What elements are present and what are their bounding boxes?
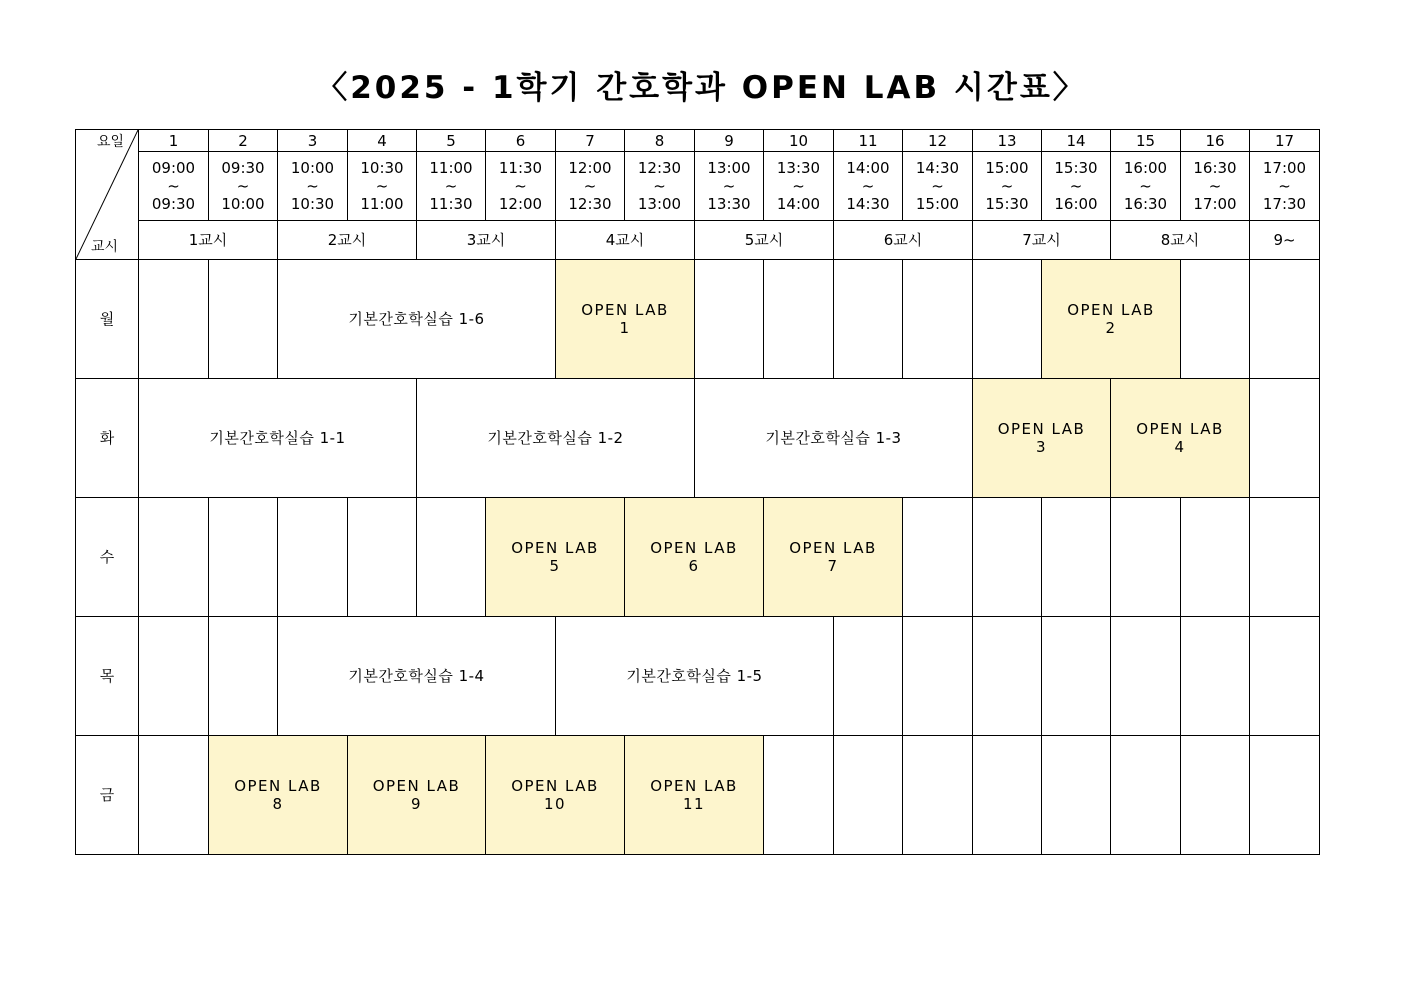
class-block: 기본간호학실습 1-6: [278, 260, 556, 379]
slot-number: 4: [348, 130, 417, 152]
corner-label-period: 교시: [91, 239, 119, 255]
open-lab-block: [625, 736, 764, 855]
slot-number: 10: [764, 130, 834, 152]
open-lab-number: 9: [410, 795, 423, 813]
slot-sep: ~: [1208, 177, 1222, 195]
empty-cell: [903, 617, 973, 736]
slot-number: 9: [695, 130, 764, 152]
empty-cell: [834, 260, 903, 379]
slot-end: 13:00: [637, 195, 682, 213]
slot-start: 12:30: [637, 159, 682, 177]
slot-number: 17: [1250, 130, 1320, 152]
slot-time: [903, 152, 973, 221]
empty-cell: [139, 498, 209, 617]
slot-end: 11:30: [429, 195, 473, 213]
period-label: 8교시: [1111, 221, 1250, 260]
empty-cell: [973, 260, 1042, 379]
empty-cell: [1181, 498, 1250, 617]
empty-cell: [903, 736, 973, 855]
slot-time: [417, 152, 486, 221]
open-lab-number: 1: [619, 319, 631, 337]
open-lab-label: OPEN LAB: [997, 420, 1086, 438]
empty-cell: [278, 498, 348, 617]
slot-number: 16: [1181, 130, 1250, 152]
slot-start: 14:00: [846, 159, 890, 177]
empty-cell: [1042, 617, 1111, 736]
period-label: 6교시: [834, 221, 973, 260]
slot-start: 11:30: [498, 159, 543, 177]
empty-cell: [1181, 617, 1250, 736]
day-row-mon: [76, 260, 1320, 379]
slot-number: 11: [834, 130, 903, 152]
open-lab-number: 11: [682, 795, 706, 813]
slot-end: 17:30: [1262, 195, 1307, 213]
slot-start: 10:30: [360, 159, 404, 177]
header-time-row: [76, 152, 1320, 221]
open-lab-label: OPEN LAB: [581, 301, 669, 319]
open-lab-number: 3: [1035, 438, 1048, 456]
slot-time: [556, 152, 625, 221]
slot-number: 6: [486, 130, 556, 152]
slot-sep: ~: [792, 177, 805, 195]
slot-sep: ~: [236, 177, 250, 195]
slot-time: [625, 152, 695, 221]
open-lab-label: OPEN LAB: [511, 777, 599, 795]
open-lab-block: [764, 498, 903, 617]
slot-start: 10:00: [290, 159, 335, 177]
class-block: 기본간호학실습 1-3: [695, 379, 973, 498]
class-block: 기본간호학실습 1-5: [556, 617, 834, 736]
slot-start: 09:00: [151, 159, 196, 177]
empty-cell: [1250, 260, 1320, 379]
period-label: 3교시: [417, 221, 556, 260]
open-lab-label: OPEN LAB: [372, 777, 461, 795]
slot-number: 3: [278, 130, 348, 152]
timetable: [75, 129, 1320, 855]
slot-start: 13:00: [707, 159, 751, 177]
header-period-row: [76, 221, 1320, 260]
open-lab-block: [625, 498, 764, 617]
class-block: 기본간호학실습 1-1: [139, 379, 417, 498]
empty-cell: [1042, 736, 1111, 855]
slot-end: 17:00: [1193, 195, 1237, 213]
open-lab-block: [486, 498, 625, 617]
open-lab-number: 10: [543, 795, 567, 813]
slot-start: 15:00: [985, 159, 1029, 177]
slot-start: 12:00: [568, 159, 612, 177]
slot-number: 2: [209, 130, 278, 152]
empty-cell: [1250, 498, 1320, 617]
empty-cell: [1111, 617, 1181, 736]
slot-start: 17:00: [1262, 159, 1307, 177]
empty-cell: [973, 736, 1042, 855]
class-block: 기본간호학실습 1-4: [278, 617, 556, 736]
slot-time: [348, 152, 417, 221]
empty-cell: [209, 617, 278, 736]
slot-time: [1250, 152, 1320, 221]
empty-cell: [139, 617, 209, 736]
slot-sep: ~: [1278, 177, 1291, 195]
slot-sep: ~: [514, 177, 527, 195]
slot-sep: ~: [653, 177, 666, 195]
slot-sep: ~: [583, 177, 597, 195]
slot-sep: ~: [167, 177, 180, 195]
open-lab-label: OPEN LAB: [789, 539, 877, 557]
corner-label-day: 요일: [96, 134, 124, 150]
slot-number: 13: [973, 130, 1042, 152]
day-row-wed: [76, 498, 1320, 617]
slot-end: 12:00: [498, 195, 543, 213]
slot-end: 11:00: [360, 195, 404, 213]
empty-cell: [1250, 617, 1320, 736]
empty-cell: [764, 736, 834, 855]
slot-start: 13:30: [776, 159, 821, 177]
open-lab-label: OPEN LAB: [511, 539, 599, 557]
period-label: 7교시: [973, 221, 1111, 260]
slot-sep: ~: [306, 177, 319, 195]
period-label: 5교시: [695, 221, 834, 260]
corner-header-cell: [76, 130, 139, 260]
open-lab-number: 5: [549, 557, 561, 575]
open-lab-label: OPEN LAB: [1136, 420, 1224, 438]
open-lab-label: OPEN LAB: [1067, 301, 1155, 319]
empty-cell: [973, 617, 1042, 736]
class-block: 기본간호학실습 1-2: [417, 379, 695, 498]
period-label: 4교시: [556, 221, 695, 260]
open-lab-block: [209, 736, 348, 855]
slot-time: [1042, 152, 1111, 221]
open-lab-number: 8: [272, 795, 284, 813]
slot-sep: ~: [1139, 177, 1152, 195]
empty-cell: [209, 260, 278, 379]
empty-cell: [903, 260, 973, 379]
day-label: 수: [76, 498, 139, 617]
slot-time: [278, 152, 348, 221]
page-title: 〈2025 - 1학기 간호학과 OPEN LAB 시간표〉: [316, 70, 1087, 106]
slot-end: 15:30: [985, 195, 1029, 213]
slot-end: 15:00: [915, 195, 960, 213]
day-label: 금: [76, 736, 139, 855]
period-label: 9~: [1250, 221, 1320, 260]
slot-sep: ~: [444, 177, 458, 195]
empty-cell: [1111, 498, 1181, 617]
open-lab-number: 6: [688, 557, 700, 575]
slot-number: 12: [903, 130, 973, 152]
open-lab-number: 2: [1105, 319, 1117, 337]
slot-time: [695, 152, 764, 221]
day-label: 목: [76, 617, 139, 736]
empty-cell: [1181, 260, 1250, 379]
slot-sep: ~: [1069, 177, 1083, 195]
slot-time: [486, 152, 556, 221]
period-label: 2교시: [278, 221, 417, 260]
slot-sep: ~: [861, 177, 875, 195]
slot-end: 13:30: [707, 195, 751, 213]
empty-cell: [348, 498, 417, 617]
slot-number: 8: [625, 130, 695, 152]
slot-sep: ~: [1000, 177, 1014, 195]
empty-cell: [417, 498, 486, 617]
slot-sep: ~: [375, 177, 389, 195]
slot-time: [834, 152, 903, 221]
slot-start: 14:30: [915, 159, 960, 177]
open-lab-number: 4: [1174, 438, 1186, 456]
open-lab-label: OPEN LAB: [650, 777, 738, 795]
empty-cell: [1250, 736, 1320, 855]
empty-cell: [139, 736, 209, 855]
empty-cell: [1181, 736, 1250, 855]
open-lab-label: OPEN LAB: [234, 777, 322, 795]
empty-cell: [903, 498, 973, 617]
period-label: 1교시: [139, 221, 278, 260]
open-lab-block: [348, 736, 486, 855]
day-row-thu: [76, 617, 1320, 736]
slot-end: 12:30: [568, 195, 612, 213]
empty-cell: [834, 736, 903, 855]
empty-cell: [695, 260, 764, 379]
slot-time: [973, 152, 1042, 221]
day-row-tue: [76, 379, 1320, 498]
slot-end: 14:30: [846, 195, 890, 213]
slot-time: [764, 152, 834, 221]
slot-number: 14: [1042, 130, 1111, 152]
slot-time: [1181, 152, 1250, 221]
slot-end: 14:00: [776, 195, 821, 213]
empty-cell: [1042, 498, 1111, 617]
slot-time: [1111, 152, 1181, 221]
open-lab-block: [556, 260, 695, 379]
slot-start: 11:00: [429, 159, 473, 177]
empty-cell: [209, 498, 278, 617]
empty-cell: [1111, 736, 1181, 855]
open-lab-number: 7: [827, 557, 839, 575]
slot-end: 16:00: [1054, 195, 1098, 213]
slot-start: 15:30: [1054, 159, 1098, 177]
slot-start: 09:30: [221, 159, 265, 177]
empty-cell: [1250, 379, 1320, 498]
slot-sep: ~: [722, 177, 736, 195]
slot-time: [209, 152, 278, 221]
day-row-fri: [76, 736, 1320, 855]
slot-time: [139, 152, 209, 221]
slot-number: 5: [417, 130, 486, 152]
open-lab-block: [1042, 260, 1181, 379]
slot-end: 16:30: [1123, 195, 1168, 213]
slot-start: 16:30: [1193, 159, 1237, 177]
slot-number: 7: [556, 130, 625, 152]
empty-cell: [764, 260, 834, 379]
slot-number: 1: [139, 130, 209, 152]
empty-cell: [834, 617, 903, 736]
slot-end: 10:30: [290, 195, 335, 213]
open-lab-block: [486, 736, 625, 855]
slot-start: 16:00: [1123, 159, 1168, 177]
open-lab-block: [973, 379, 1111, 498]
empty-cell: [973, 498, 1042, 617]
open-lab-label: OPEN LAB: [650, 539, 738, 557]
slot-number: 15: [1111, 130, 1181, 152]
open-lab-block: [1111, 379, 1250, 498]
slot-end: 09:30: [151, 195, 196, 213]
slot-sep: ~: [931, 177, 944, 195]
header-number-row: [76, 130, 1320, 152]
day-label: 월: [76, 260, 139, 379]
slot-end: 10:00: [221, 195, 265, 213]
empty-cell: [139, 260, 209, 379]
day-label: 화: [76, 379, 139, 498]
